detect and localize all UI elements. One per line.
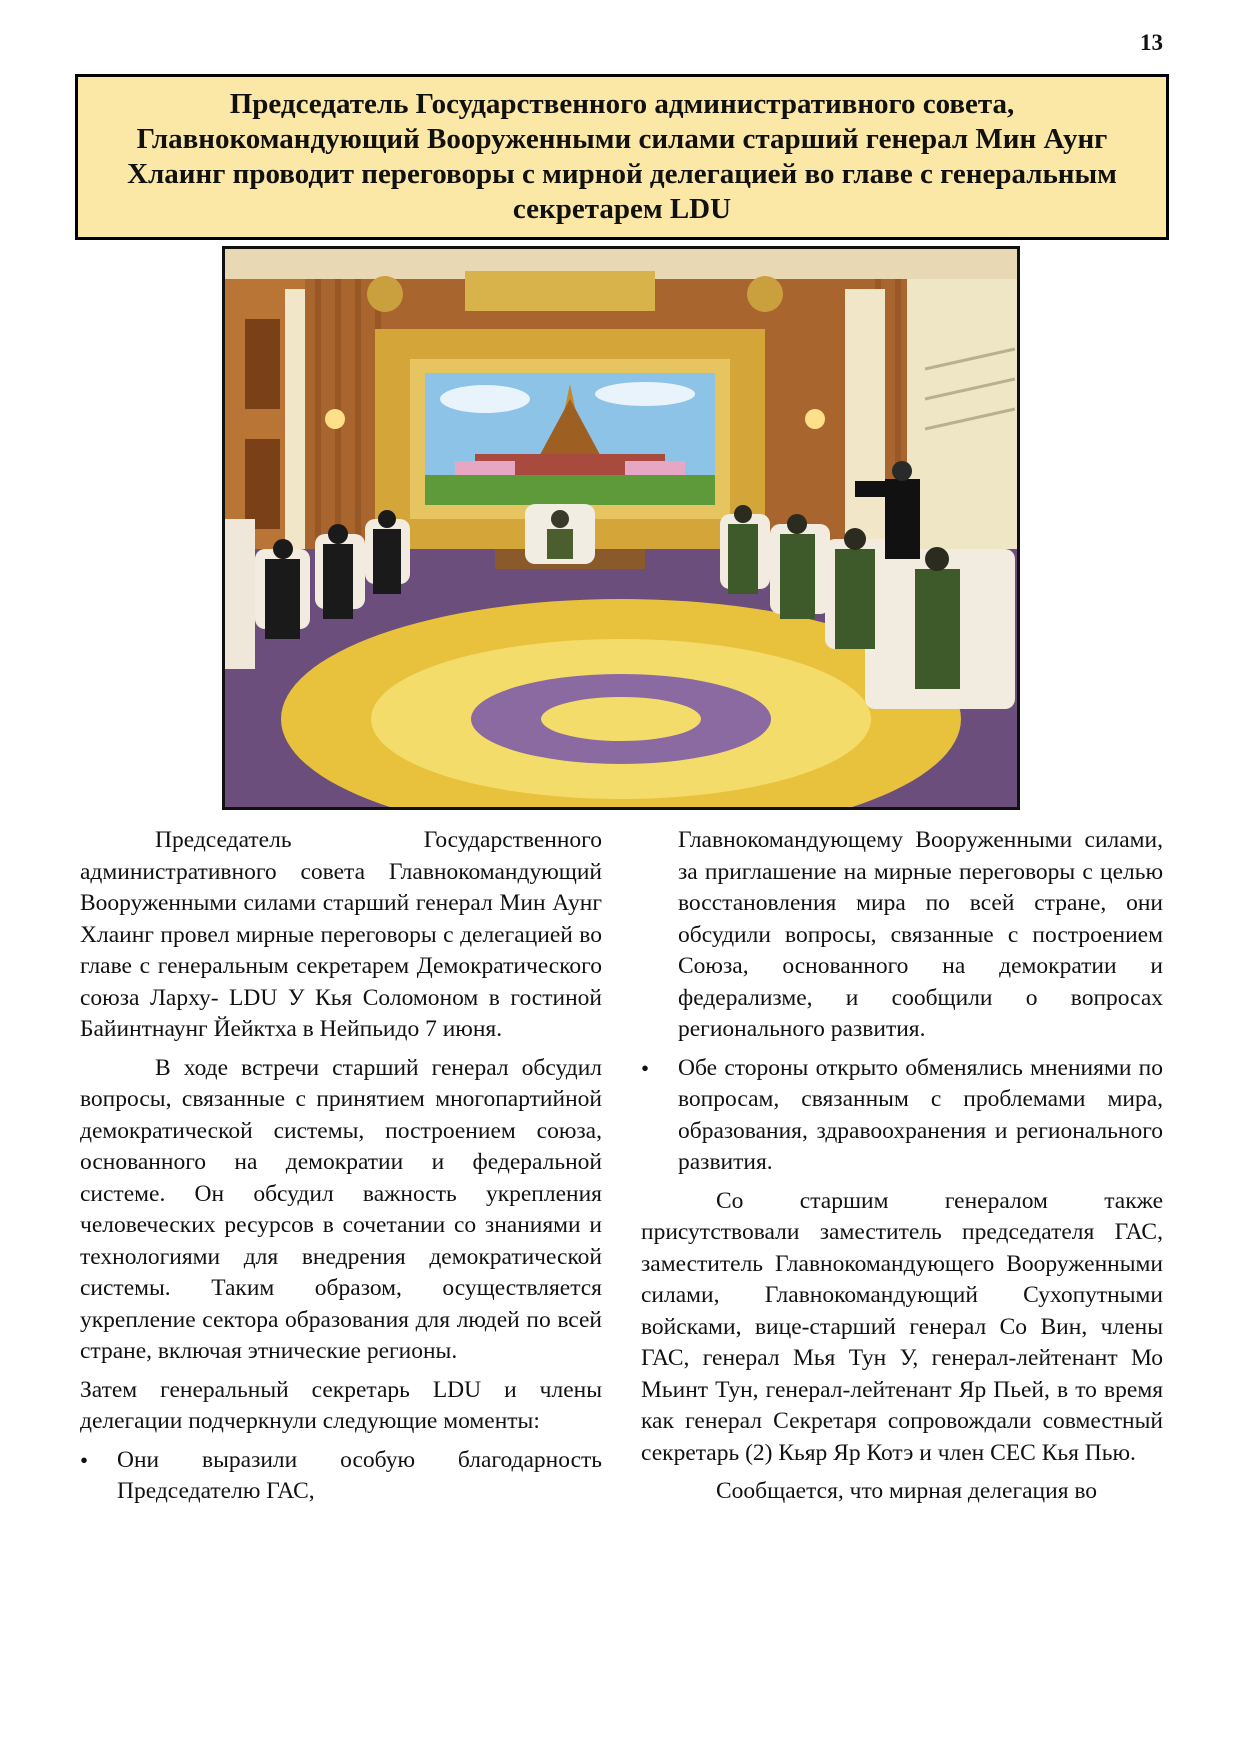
article-title: Председатель Государственного административного совета, Главнокомандующий Вооруженными силами старший генерал Мин Аунг Хлаинг проводит переговоры с мирной делегацией во главе с генеральным секретарем LDU — [127, 88, 1117, 225]
paragraph-meeting: В ходе встречи старший генерал обсудил вопросы, связанные с принятием многопартийной демократической системы, построением союза, основанного на демократии и федеральной системе. Он обсудил важность укрепления человеческих ресурсов в сочетании со знаниями и технологиями для внедрения демократической системы. Таким образом, осуществляется укрепление сектора образования для людей по всей стране, включая этнические регионы. — [80, 1054, 602, 1364]
paragraph-closing: Сообщается, что мирная делегация во — [716, 1478, 1098, 1504]
paragraph-attendees: Со старшим генералом также присутствовали заместитель председателя ГАС, заместитель Главнокомандующего Вооруженными силами, Главнокомандующий Сухопутными войсками, вице-старший генерал Со Вин, члены ГАС, генерал Мья Тун У, генерал-лейтенант Мо Мьинт Тун, генерал-лейтенант Яр Пьей, в то время как генерал Секретаря сопровождали совместный секретарь (2) Кьяр Яр Котэ и член СЕС Кья Пью. — [641, 1187, 1163, 1466]
bullet-list-left — [80, 1445, 602, 1508]
article-column-right — [641, 825, 1163, 1515]
bullet-item-gratitude-continued: Главнокомандующему Вооруженными силами, за приглашение на мирные переговоры с целью восстановления мира по всей стране, они обсудили вопросы, связанные с построением Союза, основанного на демократии и федерализме, и сообщили о вопросах регионального развития. — [678, 827, 1163, 1042]
paragraph-delegation: Затем генеральный секретарь LDU и члены делегации подчеркнули следующие моменты: — [80, 1376, 602, 1434]
bullet-item-gratitude: • Они выразили особую благодарность Председателю ГАС, — [117, 1445, 602, 1508]
paragraph-intro: Председатель Государственного административного совета Главнокомандующий Вооруженными силами старший генерал Мин Аунг Хлаинг провел мирные переговоры с делегацией во главе с генеральным секретарем Демократического союза Ларху- LDU У Кья Соломоном в гостиной Байинтнаунг Йейктха в Нейпьидо 7 июня. — [80, 827, 602, 1042]
page-number: 13 — [1140, 30, 1163, 55]
meeting-hall-image — [225, 249, 1017, 807]
article-title-box — [75, 74, 1169, 240]
bullet-list-right-2 — [641, 1053, 1163, 1179]
bullet-item-exchange: • Обе стороны открыто обменялись мнениями по вопросам, связанным с проблемами мира, образования, здравоохранения и регионального развития. — [678, 1053, 1163, 1179]
bullet-list-right — [641, 825, 1163, 1046]
article-column-left — [80, 825, 602, 1515]
article-photo — [222, 246, 1020, 810]
